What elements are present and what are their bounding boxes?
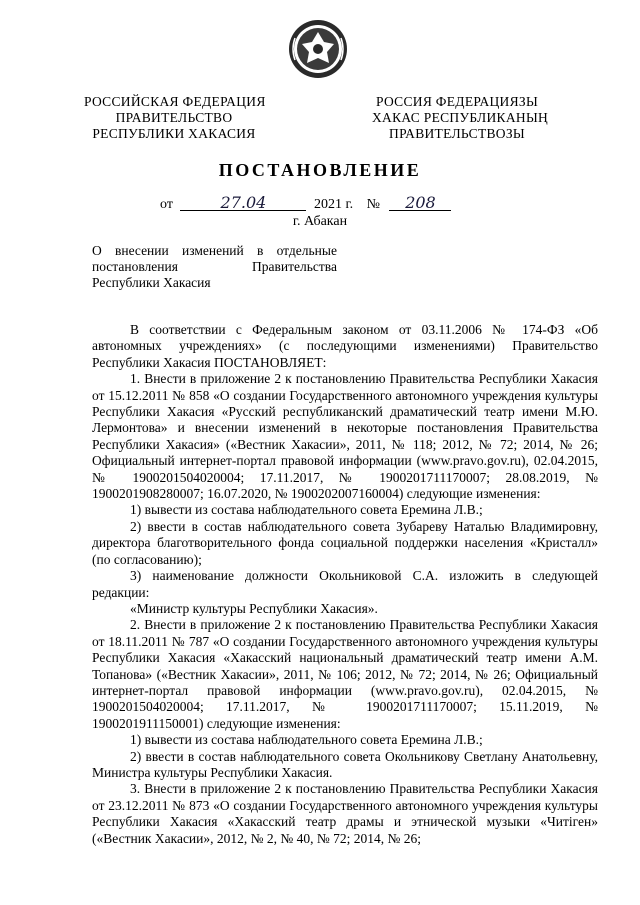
handwritten-number: 208 — [389, 196, 451, 211]
subject-word: в — [257, 243, 264, 258]
subject-block — [92, 243, 337, 291]
subject-line-2 — [92, 259, 337, 275]
document-title: ПОСТАНОВЛЕНИЕ — [218, 160, 422, 180]
subject-word: внесении — [114, 243, 169, 258]
body-paragraph: 1) вывести из состава наблюдательного совета Еремина Л.В.; — [130, 502, 483, 518]
subject-word: О — [92, 243, 102, 258]
subject-word: отдельные — [276, 243, 337, 258]
handwritten-date: 27.04 — [180, 196, 306, 211]
header-right-line: ПРАВИТЕЛЬСТВОЗЫ — [389, 126, 525, 141]
body-paragraph: 3. Внести в приложение 2 к постановлению Правительства Республики Хакасия от 23.12.2011 № 873 «О создании Государственного автономного учреждения культуры Республики Хакасия «Хакасский театр драмы и этнической музыки «Читiген» («Вестник Хакасии», 2012, № 2, № 40, № 72; 2014, № 26; — [92, 781, 598, 846]
header-left-line: ПРАВИТЕЛЬСТВО — [115, 110, 233, 125]
header-left-line: РЕСПУБЛИКИ ХАКАСИЯ — [92, 126, 256, 141]
header-right-line: ХАКАС РЕСПУБЛИКАНЫҢ — [372, 110, 549, 125]
header-right-khakas — [372, 94, 549, 142]
body-paragraph: 1) вывести из состава наблюдательного совета Еремина Л.В.; — [130, 732, 483, 748]
body-paragraph: «Министр культуры Республики Хакасия». — [130, 600, 378, 616]
date-prefix: от — [160, 197, 173, 212]
body-paragraph: В соответствии с Федеральным законом от 03.11.2006 № 174-ФЗ «Об автономных учреждениях» (с последующими изменениями) Правительство Республики Хакасия ПОСТАНОВЛЯЕТ: — [92, 322, 598, 370]
body-paragraph: 3) наименование должности Окольниковой С.А. изложить в следующей редакции: — [92, 568, 598, 600]
number-sign: № — [366, 197, 380, 212]
date-number-line — [160, 193, 451, 213]
city-label: г. Абакан — [292, 214, 348, 229]
subject-line-1 — [92, 243, 337, 259]
header-left-russian — [84, 94, 264, 142]
header-right-line: РОССИЯ ФЕДЕРАЦИЯЗЫ — [375, 94, 539, 109]
body-paragraph: 2) ввести в состав наблюдательного совета Окольникову Светлану Анатольевну, Министра культуры Республики Хакасия. — [92, 748, 598, 780]
coat-of-arms-emblem — [287, 18, 349, 80]
subject-word: Правительства — [252, 259, 337, 274]
subject-word: изменений — [181, 243, 244, 258]
header-left-line: РОССИЙСКАЯ ФЕДЕРАЦИЯ — [84, 94, 266, 109]
body-paragraph: 2) ввести в состав наблюдательного совета Зубареву Наталью Владимировну, директора благотворительного фонда социальной поддержки населения «Кристалл» (по согласованию); — [92, 518, 598, 567]
document-body — [92, 322, 598, 847]
year-label: 2021 г. — [313, 197, 354, 212]
body-paragraph: 1. Внести в приложение 2 к постановлению Правительства Республики Хакасия от 15.12.2011 № 858 «О создании Государственного автономного учреждения культуры Республики Хакасия «Русский республиканский драматический театр имени М.Ю. Лермонтова» и внесении изменений в некоторые постановления Правительства Республики Хакасия» («Вестник Хакасии», 2011, № 118; 2012, № 72; 2014, № 26; Официальный интернет-портал правовой информации (www.pravo.gov.ru), 02.04.2015, № 1900201504020004; 17.11.2017, № 1900201711170007; 28.08.2019, № 1900201908280007; 16.07.2020, № 1900202007160004) следующие изменения: — [92, 371, 598, 502]
subject-word: постановления — [92, 259, 178, 274]
body-paragraph: 2. Внести в приложение 2 к постановлению Правительства Республики Хакасия от 18.11.2011 № 787 «О создании Государственного автономного учреждения культуры Республики Хакасия «Хакасский национальный драматический театр имени А.М. Топанова» («Вестник Хакасии», 2011, № 106; 2012, № 72; 2014, № 26; Официальный интернет-портал правовой информации (www.pravo.gov.ru), 02.04.2015, № 1900201504020004; 17.11.2017, № 1900201711170007; 15.11.2019, № 1900201911150001) следующие изменения: — [92, 617, 598, 731]
subject-line-3: Республики Хакасия — [92, 275, 211, 290]
